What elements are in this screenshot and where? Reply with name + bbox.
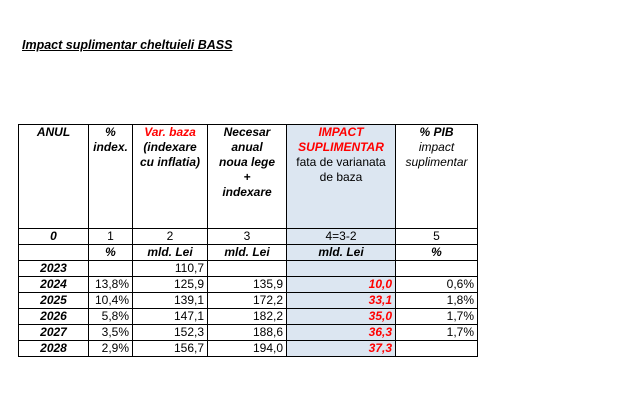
unit-cell-3: mld. Lei bbox=[208, 245, 287, 261]
table-row bbox=[19, 341, 478, 357]
header-pib: % PIB impact suplimentar bbox=[396, 125, 478, 229]
header-necesar: Necesar anual noua lege + indexare bbox=[208, 125, 287, 229]
pib-cell bbox=[396, 341, 478, 357]
unit-cell-2: mld. Lei bbox=[133, 245, 208, 261]
base-cell: 125,9 bbox=[133, 277, 208, 293]
year-cell: 2024 bbox=[19, 277, 89, 293]
num-cell-2: 2 bbox=[133, 229, 208, 245]
pib-cell: 1,7% bbox=[396, 309, 478, 325]
base-cell: 110,7 bbox=[133, 261, 208, 277]
header-index: % index. bbox=[89, 125, 133, 229]
need-cell: 135,9 bbox=[208, 277, 287, 293]
year-cell: 2026 bbox=[19, 309, 89, 325]
numbering-row bbox=[19, 229, 478, 245]
base-cell: 139,1 bbox=[133, 293, 208, 309]
header-row bbox=[19, 125, 478, 229]
header-anul: ANUL bbox=[19, 125, 89, 229]
year-cell: 2023 bbox=[19, 261, 89, 277]
units-row bbox=[19, 245, 478, 261]
table-row bbox=[19, 277, 478, 293]
table-row bbox=[19, 325, 478, 341]
index-cell: 13,8% bbox=[89, 277, 133, 293]
index-cell bbox=[89, 261, 133, 277]
num-cell-5: 5 bbox=[396, 229, 478, 245]
page-title: Impact suplimentar cheltuieli BASS bbox=[22, 38, 233, 52]
need-cell bbox=[208, 261, 287, 277]
unit-cell-1: % bbox=[89, 245, 133, 261]
impact-cell: 33,1 bbox=[287, 293, 396, 309]
impact-cell: 10,0 bbox=[287, 277, 396, 293]
table-row bbox=[19, 261, 478, 277]
year-cell: 2028 bbox=[19, 341, 89, 357]
pib-cell: 0,6% bbox=[396, 277, 478, 293]
need-cell: 172,2 bbox=[208, 293, 287, 309]
impact-cell: 35,0 bbox=[287, 309, 396, 325]
index-cell: 3,5% bbox=[89, 325, 133, 341]
unit-cell-4: mld. Lei bbox=[287, 245, 396, 261]
num-cell-4: 4=3-2 bbox=[287, 229, 396, 245]
year-cell: 2025 bbox=[19, 293, 89, 309]
pib-cell bbox=[396, 261, 478, 277]
num-cell-1: 1 bbox=[89, 229, 133, 245]
need-cell: 188,6 bbox=[208, 325, 287, 341]
index-cell: 5,8% bbox=[89, 309, 133, 325]
base-cell: 147,1 bbox=[133, 309, 208, 325]
unit-cell-0 bbox=[19, 245, 89, 261]
impact-cell: 37,3 bbox=[287, 341, 396, 357]
unit-cell-5: % bbox=[396, 245, 478, 261]
index-cell: 10,4% bbox=[89, 293, 133, 309]
impact-cell bbox=[287, 261, 396, 277]
num-cell-0: 0 bbox=[19, 229, 89, 245]
impact-table bbox=[18, 124, 478, 357]
pib-cell: 1,7% bbox=[396, 325, 478, 341]
base-cell: 152,3 bbox=[133, 325, 208, 341]
header-var-baza: Var. baza (indexare cu inflatia) bbox=[133, 125, 208, 229]
base-cell: 156,7 bbox=[133, 341, 208, 357]
index-cell: 2,9% bbox=[89, 341, 133, 357]
num-cell-3: 3 bbox=[208, 229, 287, 245]
year-cell: 2027 bbox=[19, 325, 89, 341]
header-impact: IMPACT SUPLIMENTAR fata de varianata de baza bbox=[287, 125, 396, 229]
impact-cell: 36,3 bbox=[287, 325, 396, 341]
table-row bbox=[19, 293, 478, 309]
need-cell: 182,2 bbox=[208, 309, 287, 325]
need-cell: 194,0 bbox=[208, 341, 287, 357]
pib-cell: 1,8% bbox=[396, 293, 478, 309]
table-row bbox=[19, 309, 478, 325]
